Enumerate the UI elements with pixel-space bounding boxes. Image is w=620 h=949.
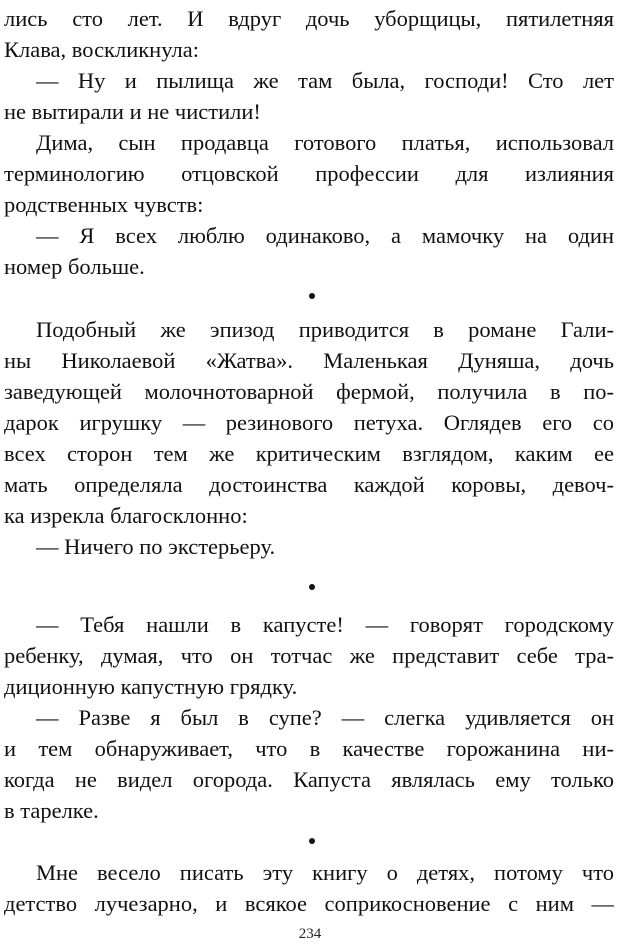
text-line: и тем обнаруживает, что в качестве горожанина ни- xyxy=(4,736,614,761)
text-line: терминологию отцовской профессии для излияния xyxy=(4,161,614,186)
text-line: родственных чувств: xyxy=(4,192,204,217)
text-line: когда не видел огорода. Капуста являлась ему только xyxy=(4,767,614,792)
text-line: детство лучезарно, и всякое соприкосновение с ним — xyxy=(4,891,614,916)
text-line: ны Николаевой «Жатва». Маленькая Дуняша, дочь xyxy=(4,348,614,373)
text-line: Клава, воскликнула: xyxy=(4,37,199,62)
text-line: ребенку, думая, что он тотчас же представит себе тра- xyxy=(4,643,614,668)
text-line: дарок игрушку — резинового петуха. Оглядев его со xyxy=(4,410,614,435)
text-line: — Разве я был в супе? — слегка удивляется он xyxy=(36,705,614,730)
text-line: Дима, сын продавца готового платья, использовал xyxy=(36,130,614,155)
text-line: — Я всех люблю одинаково, а мамочку на один xyxy=(36,223,614,248)
text-line: — Ничего по экстерьеру. xyxy=(36,534,276,559)
text-line: ка изрекла благосклонно: xyxy=(4,503,248,528)
text-line: Подобный же эпизод приводится в романе Гали- xyxy=(36,317,614,342)
text-line: мать определяла достоинства каждой коровы, девоч- xyxy=(4,472,614,497)
text-line: не вытирали и не чистили! xyxy=(4,99,261,124)
text-line: в тарелке. xyxy=(4,798,99,823)
text-line: — Тебя нашли в капусте! — говорят городскому xyxy=(36,612,614,637)
text-line: Мне весело писать эту книгу о детях, потому что xyxy=(36,860,614,885)
section-separator-dot xyxy=(309,584,315,590)
text-line: — Ну и пылища же там была, господи! Сто лет xyxy=(36,68,614,93)
page-number: 234 xyxy=(298,926,322,942)
text-line: всех сторон тем же критическим взглядом, каким ее xyxy=(4,441,614,466)
text-line: номер больше. xyxy=(4,254,145,279)
text-line: диционную капустную грядку. xyxy=(4,674,298,699)
text-line: заведующей молочнотоварной фермой, получила в по- xyxy=(4,379,614,404)
section-separator-dot xyxy=(309,293,315,299)
text-line: лись сто лет. И вдруг дочь уборщицы, пятилетняя xyxy=(4,6,614,31)
section-separator-dot xyxy=(309,838,315,844)
